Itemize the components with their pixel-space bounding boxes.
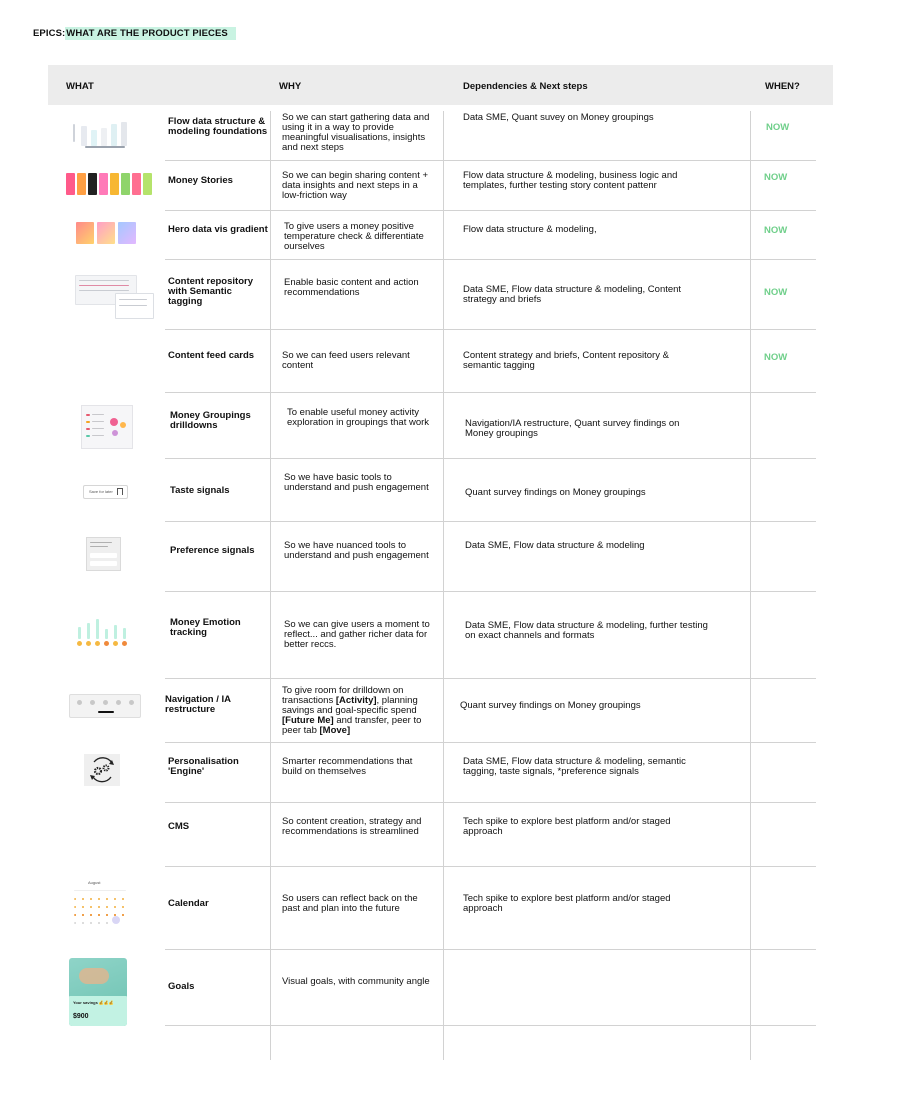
row-name: Personalisation 'Engine' <box>168 756 239 777</box>
row-name: Preference signals <box>170 545 255 556</box>
row-name: Goals <box>168 981 195 992</box>
row-name: Navigation / IA restructure <box>165 694 231 715</box>
groupings-thumbnail <box>81 405 133 449</box>
row-deps: Quant survey findings on Money groupings <box>465 487 646 498</box>
row-deps: Quant survey findings on Money groupings <box>460 700 641 711</box>
goals-card-amount: $900 <box>73 1013 89 1020</box>
column-divider <box>750 111 751 1060</box>
row-divider <box>165 521 816 522</box>
why-tab-activity: [Activity] <box>335 695 377 706</box>
row-divider <box>165 160 816 161</box>
row-deps: Flow data structure & modeling, business logic and templates, further testing story content pattenr <box>463 170 678 191</box>
table-header <box>48 65 833 105</box>
row-divider <box>165 949 816 950</box>
row-deps: Data SME, Flow data structure & modeling, semantic tagging, taste signals, *preference signals <box>463 756 686 777</box>
why-tab-move: [Move] <box>319 725 351 736</box>
row-why: So we can begin sharing content + data insights and next steps in a low-friction way <box>282 170 429 201</box>
row-why <box>282 686 432 736</box>
row-deps: Data SME, Flow data structure & modeling, further testing on exact channels and formats <box>465 620 708 641</box>
gears-cycle-icon <box>84 754 120 786</box>
row-name: Money Groupings drilldowns <box>170 410 251 431</box>
save-for-later-label: Save for later <box>89 489 113 494</box>
row-name: Content repository with Semantic tagging <box>168 276 253 307</box>
row-deps: Tech spike to explore best platform and/or staged approach <box>463 816 671 837</box>
row-deps: Data SME, Flow data structure & modeling <box>465 540 645 551</box>
row-when: NOW <box>764 172 788 183</box>
row-when: NOW <box>764 352 788 363</box>
row-why: Smarter recommendations that build on themselves <box>282 756 413 777</box>
row-why: So we can feed users relevant content <box>282 350 410 371</box>
row-why: So content creation, strategy and recommendations is streamlined <box>282 816 422 837</box>
row-name: Calendar <box>168 898 209 909</box>
row-why: So we can start gathering data and using it in a way to provide meaningful visualisations, insights and next steps <box>282 112 430 153</box>
why-text: and transfer, peer to peer tab <box>282 715 422 736</box>
header-deps: Dependencies & Next steps <box>463 81 588 92</box>
page-title <box>33 28 236 39</box>
row-deps: Tech spike to explore best platform and/or staged approach <box>463 893 671 914</box>
column-divider <box>443 111 444 1060</box>
row-divider <box>165 259 816 260</box>
row-divider <box>165 678 816 679</box>
row-when: NOW <box>764 225 788 236</box>
why-tab-future-me: [Future Me] <box>282 715 334 726</box>
title-highlight: WHAT ARE THE PRODUCT PIECES <box>65 27 236 40</box>
why-text: To give room for drilldown on transactions <box>282 685 404 706</box>
row-deps: Navigation/IA restructure, Quant survey findings on Money groupings <box>465 418 680 439</box>
row-deps: Data SME, Flow data structure & modeling, Content strategy and briefs <box>463 284 682 305</box>
emotion-bars-thumbnail <box>76 617 128 647</box>
row-when: NOW <box>764 287 788 298</box>
row-divider <box>165 802 816 803</box>
save-for-later-thumbnail <box>83 485 128 499</box>
row-why: To enable useful money activity exploration in groupings that work <box>287 407 430 428</box>
stories-thumbnail <box>66 173 152 195</box>
row-divider <box>165 210 816 211</box>
row-why: So we have nuanced tools to understand and push engagement <box>284 540 429 561</box>
goals-card-label: Your savings 💰💰💰 <box>73 1000 114 1005</box>
calendar-thumbnail <box>70 880 130 930</box>
row-why: To give users a money positive temperature check & differentiate ourselves <box>284 221 424 252</box>
row-divider <box>165 1025 816 1026</box>
gradient-cards-thumbnail <box>76 222 138 244</box>
row-why: Visual goals, with community angle <box>282 976 430 987</box>
row-divider <box>165 458 816 459</box>
title-prefix: EPICS: <box>33 28 66 39</box>
row-name: Flow data structure & modeling foundations <box>168 116 268 137</box>
row-name: Money Stories <box>168 175 233 186</box>
bookmark-icon <box>117 488 123 495</box>
row-when: NOW <box>766 122 790 133</box>
goals-card-thumbnail <box>69 958 127 1026</box>
row-why: So we have basic tools to understand and push engagement <box>284 472 429 493</box>
column-divider <box>270 111 271 1060</box>
row-deps: Data SME, Quant suvey on Money groupings <box>463 112 654 123</box>
header-what: WHAT <box>66 81 94 92</box>
row-why: Enable basic content and action recommendations <box>284 277 419 298</box>
row-why: So we can give users a moment to reflect... and gather richer data for better reccs. <box>284 619 430 650</box>
preference-form-thumbnail <box>86 537 121 571</box>
row-deps: Flow data structure & modeling, <box>463 224 597 235</box>
row-name: Money Emotion tracking <box>170 617 241 638</box>
tab-bar-thumbnail <box>69 694 141 718</box>
row-deps: Content strategy and briefs, Content repository & semantic tagging <box>463 350 669 371</box>
row-divider <box>165 329 816 330</box>
row-name: Taste signals <box>170 485 230 496</box>
row-divider <box>165 742 816 743</box>
row-divider <box>165 392 816 393</box>
header-why: WHY <box>279 81 302 92</box>
row-name: Hero data vis gradient <box>168 224 268 235</box>
calendar-month-label: August <box>88 880 101 885</box>
row-divider <box>165 591 816 592</box>
row-divider <box>165 866 816 867</box>
row-name: Content feed cards <box>168 350 255 361</box>
header-when: WHEN? <box>765 81 800 92</box>
why-text: , planning savings and goal-specific spend <box>282 695 418 716</box>
row-why: So users can reflect back on the past and plan into the future <box>282 893 418 914</box>
repository-thumbnail <box>75 275 152 317</box>
chart-thumbnail <box>73 120 133 150</box>
row-name: CMS <box>168 821 190 832</box>
